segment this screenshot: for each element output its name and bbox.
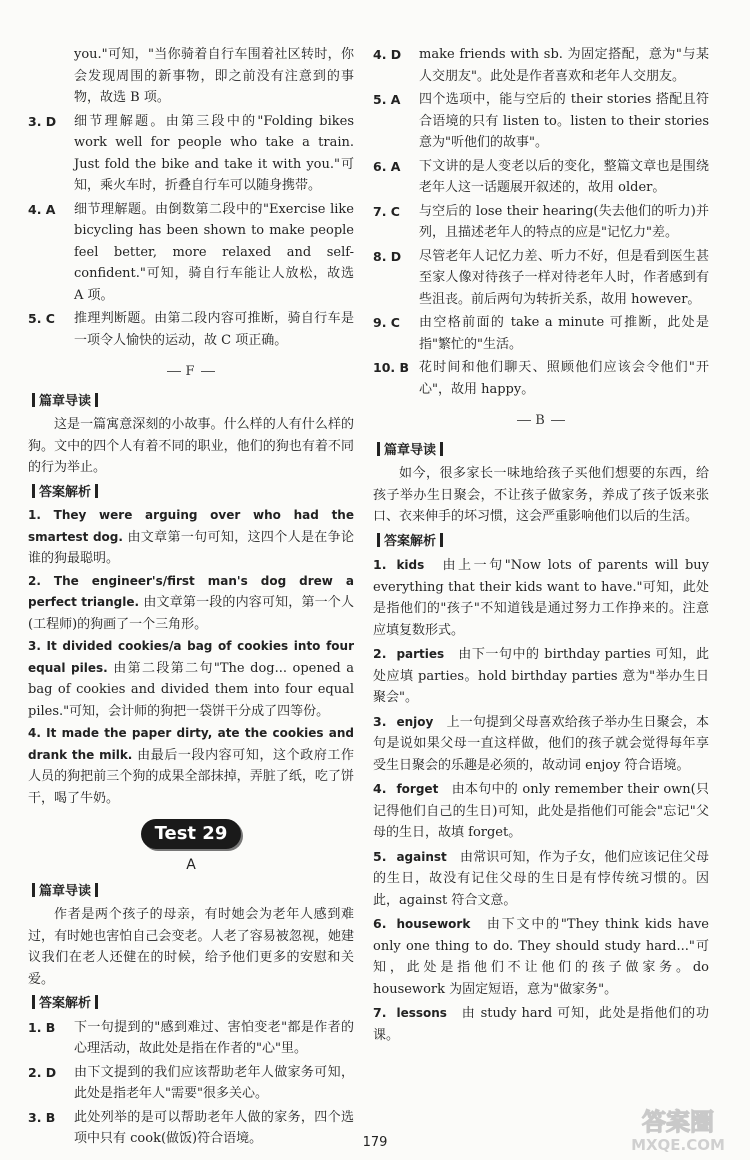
answer-item [28,111,354,197]
answer-number: 5. A [373,92,401,107]
answer-explanation: 由第二段第二句"The dog... opened a bag of cookies and divided them into four equal piles."可知，会计师的狗把一袋饼干分成了四等份。 [28,660,354,719]
answer-keyword: kids [396,558,425,572]
answer-sentence: 4. It made the paper dirty, ate the cookies and drank the milk. [28,726,354,762]
answer-item [373,156,709,199]
answer-item [28,636,354,722]
answer-number: 2. [373,646,387,661]
answer-keyword: parties [396,647,445,661]
svg-text:答案圈: 答案圈 [642,1108,714,1136]
watermark-logo [612,1100,744,1156]
answer-item [28,571,354,636]
answer-heading: 答案解析 [28,482,354,504]
answer-item [28,505,354,570]
answer-keyword: forget [396,782,439,796]
answer-number: 6. A [373,158,401,174]
section-divider-f: F [28,361,354,383]
answer-item [28,308,354,351]
answer-explanation: 由 study hard 可知，此处是指他们的功课。 [373,1006,709,1043]
answer-number: 7. C [373,203,400,219]
answer-explanation: 细节理解题。由倒数第二段中的"Exercise like bicycling has been shown to make people feel better, more relaxed and self-confident."可知，骑自行车能让人放松，故选 A 项。 [74,201,354,303]
answer-explanation: 由常识可知，作为子女，他们应该记住父母的生日，故没有记住父母的生日是有悖传统习惯的。因此，against 符合文意。 [373,849,709,908]
answer-explanation: 下一句提到的"感到难过、害怕变老"都是作者的心理活动，故此处是指在作者的"心"里。 [74,1019,354,1056]
answer-number: 4. A [28,201,56,217]
answer-explanation: 由空格前面的 take a minute 可推断，此处是指"繁忙的"生活。 [419,315,709,352]
answer-number: 5. [373,848,387,864]
answer-sentence: 1. They were arguing over who had the smartest dog. [28,508,354,544]
answer-item [373,246,709,311]
left-column [28,44,354,1152]
answer-explanation: 由下文中的"They think kids have only one thing to do. They should study hard..."可知，此处是指他们不让他们的孩子做家务。do housework 为固定短语，意为"做家务"。 [373,917,709,997]
answer-explanation: 推理判断题。由第二段内容可推断，骑自行车是一项令人愉快的运动，故 C 项正确。 [74,311,354,348]
right-column [373,44,709,1048]
section-a-label: A [186,857,196,873]
answer-number: 7. [373,1005,387,1020]
answer-keyword: housework [396,917,471,931]
answer-continuation: you."可知，"当你骑着自行车围着社区转时，你会发现周围的新事物，即之前没有注意到的事物，故选 B 项。 [74,47,354,105]
answer-explanation: 上一句提到父母喜欢给孩子举办生日聚会，本句是说如果父母一直这样做，他们的孩子就会觉得每年享受生日聚会的乐趣是必须的，故动词 enjoy 符合语境。 [373,714,709,773]
answer-explanation: 此处列举的是可以帮助老年人做的家务，四个选项中只有 cook(做饭)符合语境。 [74,1109,354,1146]
answer-explanation: 由文章第一句可知，这四个人是在争论谁的狗最聪明。 [28,529,354,566]
guide-heading: 篇章导读 [28,391,354,413]
answer-explanation: 花时间和他们聊天、照顾他们应该会令他们"开心"，故用 happy。 [419,360,709,397]
answer-item [373,846,709,912]
answer-item [373,312,709,355]
answer-number: 10. B [373,360,410,375]
answer-explanation: 尽管老年人记忆力差、听力不好，但是看到医生甚至家人像对待孩子一样对待老年人时，作者感到有些沮丧。前后两句为转折关系，故用 however。 [419,248,709,307]
answer-explanation: 与空后的 lose their hearing(失去他们的听力)并列，且描述老年人的特点的应是"记忆力"差。 [419,203,709,240]
answer-item [28,1017,354,1060]
section-e-answers [28,111,354,352]
guide-heading-b: 篇章导读 [373,440,709,462]
answer-explanation: 由文章第一段的内容可知，第一个人(工程师)的狗画了一个三角形。 [28,595,354,632]
answer-item [28,1062,354,1105]
answer-number: 6. [373,916,387,931]
answer-item [28,199,354,307]
answer-item [28,723,354,809]
answer-number: 9. C [373,315,400,330]
answer-number: 8. D [373,248,402,264]
answer-number: 1. B [28,1019,56,1035]
page-number: 179 [362,1135,388,1150]
answer-explanation: 由上一句"Now lots of parents will buy everything that their kids want to have."可知，此处是指他们的"孩子"不知道钱是通过努力工作挣来的。注意应填复数形式。 [373,558,709,638]
answer-sentence: 3. It divided cookies/a bag of cookies into four equal piles. [28,639,354,675]
answer-item [373,1002,709,1046]
answer-item [373,913,709,1000]
answer-keyword: enjoy [396,714,434,729]
answer-number: 3. [373,713,387,729]
answer-item [373,89,709,154]
answer-number: 4. [373,781,387,796]
answer-heading-a: 答案解析 [28,993,354,1015]
answer-explanation: 由下一句中的 birthday parties 可知，此处应填 parties。hold birthday parties 意为"举办生日聚会"。 [373,647,709,705]
test-badge: Test 29 [141,819,241,849]
answer-number: 3. D [28,113,57,129]
answer-item [373,554,709,641]
answer-item [373,201,709,244]
answer-explanation: make friends with sb. 为固定搭配，意为"与某人交朋友"。此处是作者喜欢和老年人交朋友。 [419,47,709,84]
svg-text:MXQE.COM: MXQE.COM [631,1136,725,1154]
answer-explanation: 下文讲的是人变老以后的变化，整篇文章也是围绕老年人这一话题展开叙述的，故用 older。 [419,158,709,195]
answer-item [373,44,709,87]
answer-explanation: 由最后一段内容可知，这个政府工作人员的狗把前三个狗的成果全部抹掉，弄脏了纸，吃了饼干，喝了牛奶。 [28,747,354,806]
answer-explanation: 由下文提到的我们应该帮助老年人做家务可知，此处是指老年人"需要"很多关心。 [74,1064,354,1101]
section-b-answers [373,554,709,1046]
answer-number: 3. B [28,1109,56,1125]
guide-heading-a: 篇章导读 [28,881,354,903]
answer-item [373,778,709,844]
section-a-answers-cont [373,44,709,400]
answer-explanation: 细节理解题。由第三段中的"Folding bikes work well for people who take a train. Just fold the bike and take it with you."可知，乘火车时，折叠自行车可以随身携带。 [74,113,354,193]
guide-text: 这是一篇寓意深刻的小故事。什么样的人有什么样的狗。文中的四个人有着不同的职业，他们的狗也有着不同的行为举止。 [28,417,354,475]
answer-keyword: lessons [396,1006,447,1020]
answer-explanation: 四个选项中，能与空后的 their stories 搭配且符合语境的只有 listen to。listen to their stories 意为"听他们的故事"。 [419,92,709,150]
answer-number: 5. C [28,311,55,326]
guide-text-a: 作者是两个孩子的母亲，有时她会为老年人感到难过，有时她也害怕自己会变老。人老了容易被忽视，她建议我们在老人还健在的时候，给予他们更多的安慰和关爱。 [28,907,354,987]
answer-item [373,357,709,400]
answer-sentence: 2. The engineer's/first man's dog drew a perfect triangle. [28,573,354,609]
section-f-answers [28,505,354,809]
section-a-answers [28,1017,354,1150]
answer-item [373,711,709,777]
section-divider-b: B [373,410,709,432]
answer-keyword: against [396,849,447,864]
guide-text-b: 如今，很多家长一味地给孩子买他们想要的东西，给孩子举办生日聚会，不让孩子做家务，养成了孩子饭来张口、衣来伸手的坏习惯，这会严重影响他们以后的生活。 [373,466,709,524]
answer-number: 4. D [373,47,402,62]
answer-heading-b: 答案解析 [373,531,709,553]
answer-number: 2. D [28,1064,57,1080]
answer-item [373,643,709,709]
answer-explanation: 由本句中的 only remember their own(只记得他们自己的生日)可知，此处是指他们可能会"忘记"父母的生日，故填 forget。 [373,782,709,840]
answer-number: 1. [373,557,387,572]
